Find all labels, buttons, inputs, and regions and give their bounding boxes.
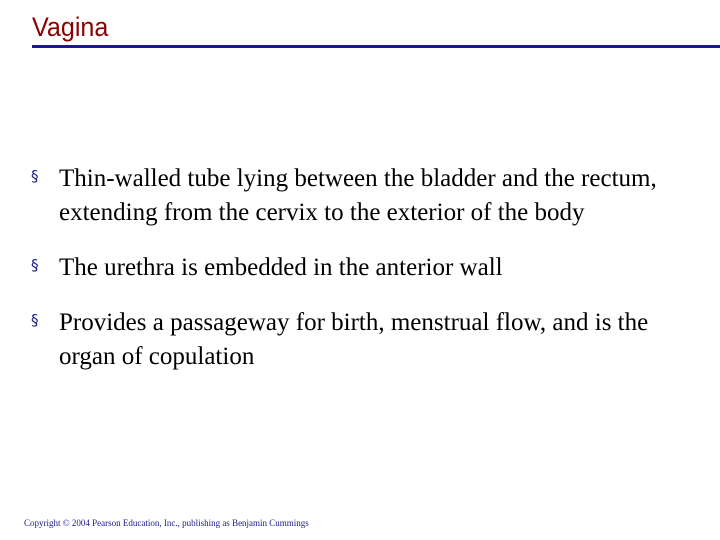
bullet-text: Provides a passageway for birth, menstrual flow, and is the organ of copulation	[59, 309, 649, 370]
bullet-text: Thin-walled tube lying between the bladder and the rectum, extending from the cervix to the exterior of the body	[59, 165, 657, 226]
section-sign-icon: §	[31, 256, 39, 274]
bullet-list	[30, 162, 705, 395]
copyright-footer: Copyright © 2004 Pearson Education, Inc., publishing as Benjamin Cummings	[24, 518, 309, 528]
section-sign-icon: §	[31, 311, 39, 329]
bullet-item	[30, 251, 705, 285]
section-sign-icon: §	[31, 167, 39, 185]
slide-title: Vagina	[32, 12, 109, 42]
bullet-item	[30, 306, 705, 374]
title-underline	[32, 45, 720, 48]
bullet-item	[30, 162, 705, 230]
bullet-text: The urethra is embedded in the anterior wall	[59, 254, 503, 281]
